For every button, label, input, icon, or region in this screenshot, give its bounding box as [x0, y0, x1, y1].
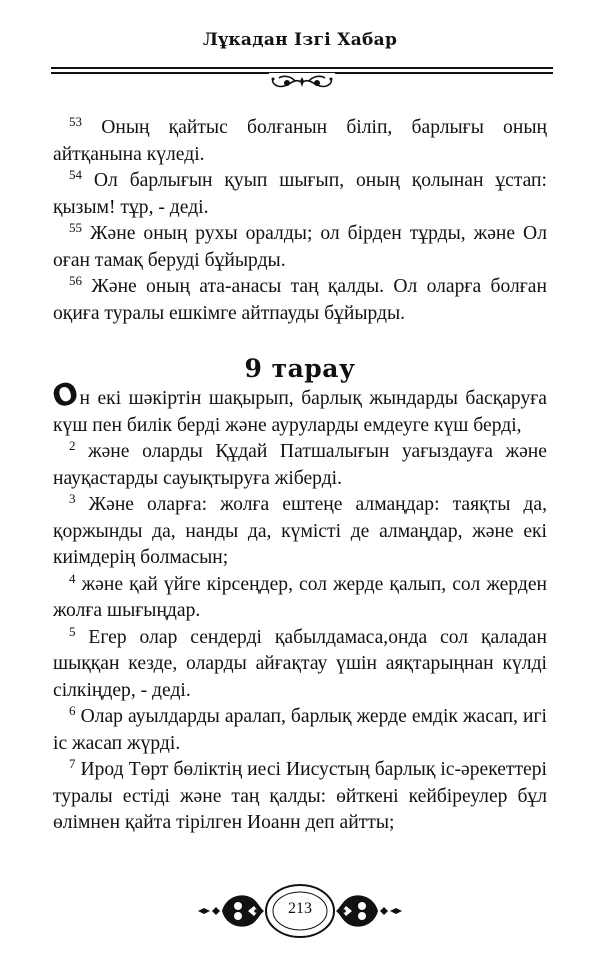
- verse-text: Егер олар сендерді қабылдамаса,онда сол қаладан шыққан кезде, оларды айғақтау үшін аяқтарыңнан күлді сілкіңдер, - деді.: [53, 626, 547, 701]
- verse-number: 4: [69, 570, 76, 586]
- running-title: Лұкадан Ізгі Хабар: [202, 30, 398, 50]
- chapter-title: 9 тарау: [244, 354, 356, 383]
- verse-2: [53, 439, 547, 492]
- verse-number: 53: [69, 114, 82, 129]
- floral-scroll-ornament-icon: [269, 73, 335, 91]
- page-body: [48, 114, 547, 837]
- verse-number: 5: [69, 623, 76, 639]
- verse-number: 7: [69, 756, 76, 771]
- verse-54: [53, 168, 547, 221]
- verse-text: Ирод Төрт бөліктің иесі Иисустың барлық іс-әрекеттері туралы естіді және таң қалды: өйткені кейбіреулер бұл өлімнен қайта тірілген Иоанн деп айтты;: [53, 759, 547, 833]
- verse-7: [53, 757, 547, 837]
- verse-56: [53, 274, 547, 327]
- verse-text: Олар ауылдарды аралап, барлық жерде емдік жасап, игі іс жасап жүрді.: [53, 706, 547, 754]
- verse-text: және қай үйге кірсеңдер, сол жерде қалып, сол жерден жолға шығыңдар.: [53, 573, 547, 621]
- verse-3: [53, 492, 547, 572]
- verse-55: [53, 221, 547, 274]
- verse-number: 55: [69, 220, 82, 235]
- page-number: 213: [288, 900, 312, 917]
- verse-text: Және оның рухы оралды; ол бірден тұрды, және Ол оған тамақ беруді бұйырды.: [53, 223, 547, 271]
- verse-text: Оның қайтыс болғанын біліп, барлығы оның айтқанына күледі.: [53, 117, 547, 165]
- verse-4: [53, 572, 547, 625]
- verse-number: 6: [69, 703, 76, 718]
- verse-text: Ол барлығын қуып шығып, оның қолынан ұстап: қызым! тұр, - деді.: [53, 170, 547, 218]
- header-rule-line-top: [51, 67, 553, 69]
- verse-6: [53, 704, 547, 757]
- verse-number: 56: [69, 273, 82, 288]
- verse-text: Және оларға: жолға ештеңе алмаңдар: таяқты да, қоржынды да, нанды да, күмісті де алмаңдар, және екі киімдерің болмасын;: [53, 494, 547, 568]
- verse-text: және оларды Құдай Патшалығын уағыздауға және науқастарды сауықтыруға жіберді.: [53, 441, 547, 489]
- verse-1: [48, 374, 547, 439]
- verse-53: [53, 115, 547, 168]
- verse-text: Және оның ата-анасы таң қалды. Ол оларға болған оқиға туралы ешкімге айтпауды бұйырды.: [53, 276, 547, 324]
- verse-text: н екі шәкіртін шақырып, барлық жындарды басқаруға күш пен билік берді және ауруларды емдеуге күш берді,: [53, 388, 547, 436]
- verse-number: 2: [69, 438, 76, 453]
- verse-number: 3: [69, 491, 76, 506]
- drop-cap: О: [48, 374, 84, 417]
- verse-number: 54: [69, 167, 82, 182]
- verse-5: [53, 625, 547, 705]
- header-rule: [51, 67, 553, 91]
